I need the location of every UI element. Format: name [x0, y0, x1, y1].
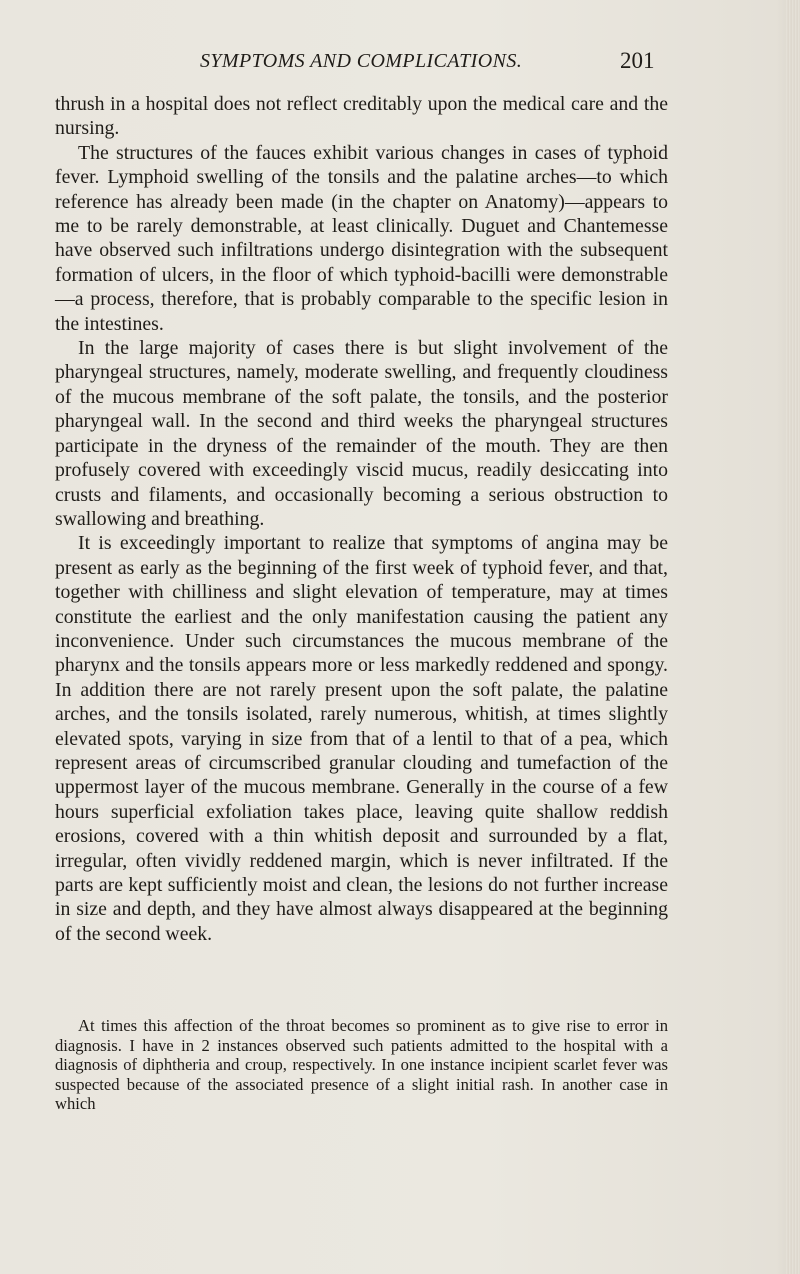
- page-edge: [786, 0, 800, 1274]
- small-print-paragraph: At times this affection of the throat becomes so prominent as to give rise to error in diagnosis. I have in 2 instances observed such patients admitted to the hospital with a diagnosis of diphtheria and croup, respectively. In one instance incipient scarlet fever was suspected because of the associated presence of a slight initial rash. In another case in which: [55, 1016, 668, 1113]
- running-head: SYMPTOMS AND COMPLICATIONS.: [200, 50, 523, 72]
- page-number: 201: [620, 48, 655, 73]
- paragraph-pharyngeal: In the large majority of cases there is but slight involvement of the pharyngeal structures, namely, moderate swelling, and frequently cloudiness of the mucous membrane of the soft palate, the tonsils, and the posterior pharyngeal wall. In the second and third weeks the pharyngeal structures participate in the dryness of the remainder of the mouth. They are then profusely covered with exceedingly viscid mucus, readily desiccating into crusts and filaments, and occasionally becoming a serious obstruction to swallowing and breathing.: [55, 337, 668, 530]
- paragraph-continuation: thrush in a hospital does not reflect creditably upon the medical care and the nursing.: [55, 93, 668, 140]
- paragraph-fauces: The structures of the fauces exhibit various changes in cases of typhoid fever. Lymphoid swelling of the tonsils and the palatine arches—to which reference has already been made (in the chapter on Anatomy)—appears to me to be rarely demonstrable, at least clinically. Duguet and Chantemesse have observed such infiltrations undergo disintegration with the subsequent formation of ulcers, in the floor of which typhoid-bacilli were demonstrable—a process, therefore, that is probably comparable to the specific lesion in the intestines.: [55, 141, 668, 335]
- body-text: [55, 92, 668, 946]
- page-header: [0, 50, 800, 80]
- paragraph-angina: It is exceedingly important to realize that symptoms of angina may be present as early as the beginning of the first week of typhoid fever, and that, together with chilliness and slight elevation of temperature, may at times constitute the earliest and the only manifestation causing the patient any inconvenience. Under such circumstances the mucous membrane of the pharynx and the tonsils appears more or less markedly reddened and spongy. In addition there are not rarely present upon the soft palate, the palatine arches, and the tonsils isolated, rarely numerous, whitish, at times slightly elevated spots, varying in size from that of a lentil to that of a pea, which represent areas of circumscribed granular clouding and tumefaction of the uppermost layer of the mucous membrane. Generally in the course of a few hours superficial exfoliation takes place, leaving quite shallow reddish erosions, covered with a thin whitish deposit and surrounded by a flat, irregular, often vividly reddened margin, which is never infiltrated. If the parts are kept sufficiently moist and clean, the lesions do not further increase in size and depth, and they have almost always disappeared at the beginning of the second week.: [55, 532, 668, 945]
